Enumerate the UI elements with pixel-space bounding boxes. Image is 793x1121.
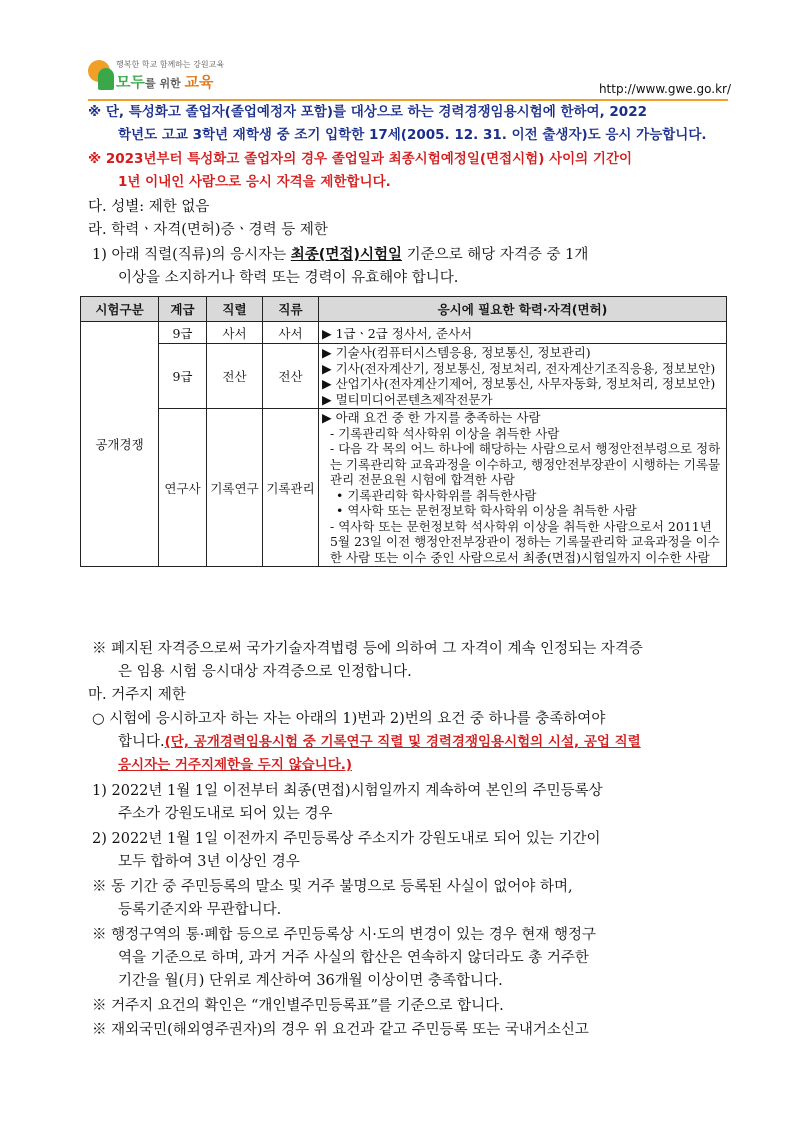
table-row — [81, 344, 727, 409]
section-ra: 라. 학력ㆍ자격(면허)증ㆍ경력 등 제한 — [88, 222, 328, 238]
cell-req — [319, 409, 727, 567]
cell-class: 기록관리 — [263, 409, 319, 567]
remark-1-line-2: 등록기준지와 무관합니다. — [118, 902, 282, 918]
remark-2-line-3: 기간을 월(月) 단위로 계산하여 36개월 이상이면 충족합니다. — [118, 973, 503, 989]
cell-series: 사서 — [207, 322, 263, 344]
logo-text — [116, 71, 214, 92]
table-header-row — [81, 297, 727, 322]
th-class: 직류 — [263, 297, 319, 322]
logo-figure-icon — [98, 68, 114, 90]
ra1-text-c: 기준으로 해당 자격증 중 1개 — [402, 247, 589, 263]
th-exam-type: 시험구분 — [81, 297, 159, 322]
cell-req: ▶ 1급ㆍ2급 정사서, 준사서 — [319, 322, 727, 344]
residence-rule-line-1: ○ 시험에 응시하고자 하는 자는 아래의 1)번과 2)번의 요건 중 하나를 충족하여야 — [92, 711, 606, 727]
site-url[interactable]: http://www.gwe.go.kr/ — [598, 82, 731, 96]
cell-series: 기록연구 — [207, 409, 263, 567]
note-1-line-1: ※ 단, 특성화고 졸업자(졸업예정자 포함)를 대상으로 하는 경력경쟁임용시험에 한하여, 2022 — [88, 104, 647, 120]
logo-text-part3: 교육 — [184, 73, 214, 91]
residence-rule-text: 합니다. — [118, 734, 165, 750]
ra1-text-a: 1) 아래 직렬(직류)의 응시자는 — [92, 247, 291, 263]
req-item: ▶ 아래 요건 중 한 가지를 충족하는 사람 — [322, 410, 541, 425]
req-item: - 역사학 또는 문헌정보학 석사학위 이상을 취득한 사람으로서 2011년 5월 23일 이전 행정안전부장관이 정하는 기록물관리학 교육과정을 이수한 사람 또는 이수 중인 사람으로서 최종(면접)시험일까지 이수한 사람 — [330, 518, 720, 565]
table-row — [81, 409, 727, 567]
logo-text-part1: 모두 — [116, 73, 145, 91]
abolished-note-line-1: ※ 폐지된 자격증으로써 국가기술자격법령 등에 의하여 그 자격이 계속 인정되는 자격증 — [92, 641, 643, 657]
note-1-line-2: 학년도 고교 3학년 재학생 중 조기 입학한 17세(2005. 12. 31. 이전 출생자)도 응시 가능합니다. — [118, 127, 707, 143]
req-item: - 다음 각 목의 어느 하나에 해당하는 사람으로서 행정안전부령으로 정하는 기록관리학 교육과정을 이수하고, 행정안전부장관이 시행하는 기록물관리 전문요원 시험에 합격한 사람 — [330, 441, 721, 487]
cell-class: 사서 — [263, 322, 319, 344]
abolished-note-line-2: 은 임용 시험 응시대상 자격증으로 인정합니다. — [118, 664, 412, 680]
note-2-line-1: ※ 2023년부터 특성화고 졸업자의 경우 졸업일과 최종시험예정일(면접시험) 사이의 기간이 — [88, 151, 633, 167]
req-item: • 역사학 또는 문헌정보학 학사학위 이상을 취득한 사람 — [336, 503, 637, 518]
condition-2-line-1: 2) 2022년 1월 1일 이전까지 주민등록상 주소지가 강원도내로 되어 있는 기간이 — [92, 831, 601, 847]
logo — [88, 58, 258, 94]
condition-1-line-2: 주소가 강원도내로 되어 있는 경우 — [118, 806, 333, 822]
cell-grade: 연구사 — [159, 409, 207, 567]
req-item: ▶ 기술사(컴퓨터시스템응용, 정보통신, 정보관리) — [322, 345, 591, 360]
req-item: ▶ 산업기사(전자계산기제어, 정보통신, 사무자동화, 정보처리, 정보보안) — [322, 376, 716, 391]
cell-series: 전산 — [207, 344, 263, 409]
remark-4: ※ 재외국민(해외영주권자)의 경우 위 요건과 같고 주민등록 또는 국내거소신고 — [92, 1022, 589, 1038]
section-ra-item-1-line-2: 이상을 소지하거나 학력 또는 경력이 유효해야 합니다. — [118, 270, 459, 286]
note-2-line-2: 1년 이내인 사람으로 응시 자격을 제한합니다. — [118, 174, 391, 190]
th-grade: 계급 — [159, 297, 207, 322]
logo-slogan: 행복한 학교 함께하는 강원교육 — [116, 60, 225, 69]
th-series: 직렬 — [207, 297, 263, 322]
section-ma: 마. 거주지 제한 — [88, 687, 186, 703]
residence-exception-line-2: 응시자는 거주지제한을 두지 않습니다.) — [118, 757, 353, 773]
cell-grade: 9급 — [159, 322, 207, 344]
condition-2-line-2: 모두 합하여 3년 이상인 경우 — [118, 854, 300, 870]
condition-1-line-1: 1) 2022년 1월 1일 이전부터 최종(면접)시험일까지 계속하여 본인의 주민등록상 — [92, 783, 603, 799]
req-item: • 기록관리학 학사학위를 취득한사람 — [336, 487, 537, 503]
cell-class: 전산 — [263, 344, 319, 409]
remark-1-line-1: ※ 동 기간 중 주민등록의 말소 및 거주 불명으로 등록된 사실이 없어야 하며, — [92, 879, 573, 895]
ra1-emphasis: 최종(면접)시험일 — [290, 247, 403, 263]
residence-rule-line-2 — [118, 731, 760, 753]
th-requirements: 응시에 필요한 학력·자격(면허) — [319, 297, 727, 322]
section-da: 다. 성별: 제한 없음 — [88, 199, 210, 215]
remark-2-line-1: ※ 행정구역의 통·폐합 등으로 주민등록상 시·도의 변경이 있는 경우 현재 행정구 — [92, 927, 597, 943]
req-item: ▶ 멀티미디어콘텐츠제작전문가 — [322, 391, 493, 407]
residence-exception: (단, 공개경력임용시험 중 기록연구 직렬 및 경력경쟁임용시험의 시설, 공업 직렬 — [164, 734, 641, 750]
logo-text-part2: 를 위한 — [144, 77, 185, 90]
cell-grade: 9급 — [159, 344, 207, 409]
requirements-table — [80, 296, 727, 567]
cell-category: 공개경쟁 — [81, 322, 159, 567]
section-ra-item-1-line-1 — [92, 244, 734, 266]
remark-2-line-2: 역을 기준으로 하며, 과거 거주 사실의 합산은 연속하지 않더라도 총 거주한 — [118, 950, 589, 966]
cell-req — [319, 344, 727, 409]
remark-3: ※ 거주지 요건의 확인은 “개인별주민등록표”를 기준으로 합니다. — [92, 998, 504, 1014]
req-item: ▶ 기사(전자계산기, 정보통신, 정보처리, 전자계산기조직응용, 정보보안) — [322, 360, 716, 376]
table-row — [81, 322, 727, 344]
req-item: - 기록관리학 석사학위 이상을 취득한 사람 — [330, 425, 560, 441]
